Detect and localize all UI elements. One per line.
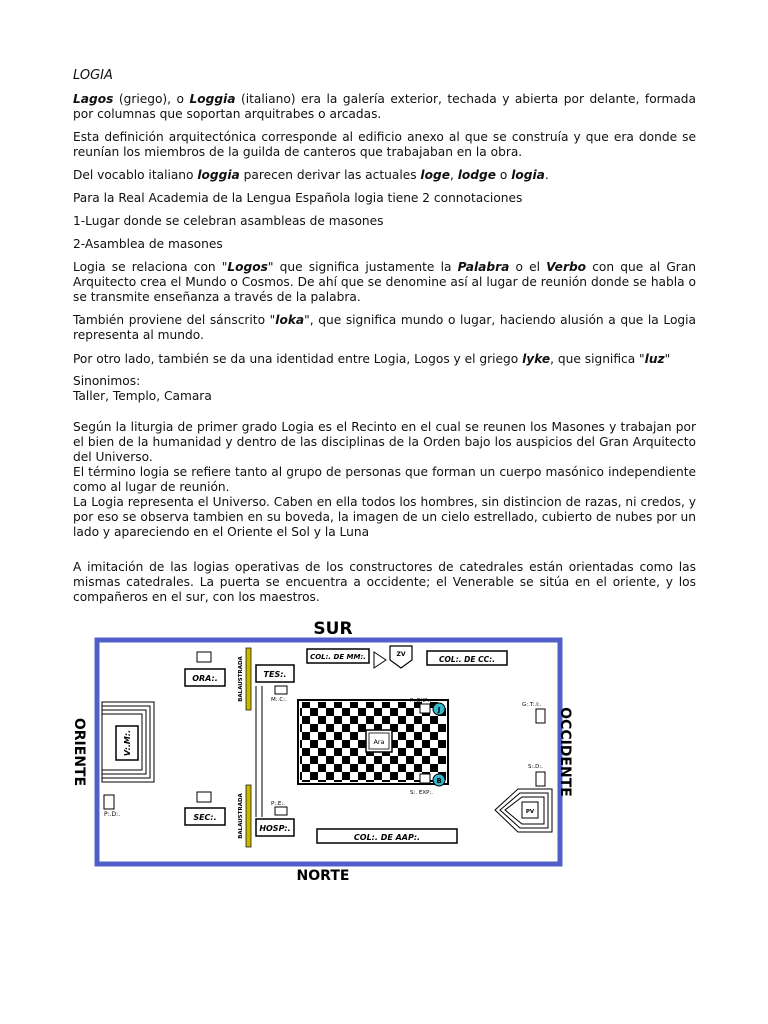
label-pd: P:.D:.: [104, 811, 121, 818]
paragraph-vocablo: Del vocablo italiano loggia parecen derivar las actuales loge, lodge o logia.: [73, 168, 549, 182]
page-title: LOGIA: [73, 68, 113, 83]
label-zv: ZV: [396, 651, 406, 658]
label-sur: SUR: [313, 619, 353, 639]
label-occidente: OCCIDENTE: [557, 707, 573, 797]
label-pexp: P:.EXP:.: [410, 698, 432, 704]
label-sexp: S:. EXP:.: [410, 790, 434, 796]
paragraph-definicion: Esta definición arquitectónica corresponde al edificio anexo al que se construía y que era donde se reunían los miembros de la guilda de canteros que trabajaban en la obra.: [73, 130, 696, 159]
paragraph-loka: También proviene del sánscrito "loka", que significa mundo o lugar, haciendo alusión a que la Logia representa al mundo.: [73, 313, 697, 342]
paragraph-sinonimos: Sinonimos: Taller, Templo, Camara: [73, 374, 212, 403]
label-gti: G:.T:.I:.: [522, 702, 542, 708]
balustrade-sur: [246, 648, 251, 710]
balustrade-norte: [246, 785, 251, 847]
label-col-cc: COL:. DE CC:.: [439, 655, 495, 664]
paragraph-lyke: Por otro lado, también se da una identidad entre Logia, Logos y el griego lyke, que significa "luz": [73, 352, 671, 366]
label-tes: TES:.: [263, 670, 287, 679]
lodge-floor-plan: [70, 612, 585, 884]
label-ara: Ara: [373, 738, 385, 746]
paragraph-liturgia: Según la liturgia de primer grado Logia es el Recinto en el cual se reunen los Masones y trabajan por el bien de la humanidad y dentro de las disciplinas de la Orden bajo los auspicios del Gran Arquitecto del Universo. El término logia se refiere tanto al grupo de personas que forman un cuerpo masónico independiente como al lugar de reunión. La Logia representa el Universo. Caben en ella todos los hombres, sin distincion de razas, ni credos, y por eso se observa tambien en su boveda, la imagen de un cielo estrellado, cubierto de nubes por un lado y apareciendo en el Oriente el Sol y la Luna: [73, 420, 696, 539]
seat-sexp: [420, 774, 430, 783]
label-pe: P:.E:.: [271, 801, 285, 807]
label-balustrada-sur: BALAUSTRADA: [238, 656, 244, 702]
label-vm: V:.M:.: [123, 729, 132, 757]
label-sec: SEC:.: [193, 813, 217, 822]
label-hosp: HOSP:.: [259, 824, 291, 833]
label-col-mm: COL:. DE MM:.: [310, 653, 366, 661]
label-norte: NORTE: [296, 868, 350, 884]
paragraph-lagos: Lagos (griego), o Loggia (italiano) era la galería exterior, techada y abierta por delante, formada por columnas que soportan arquitrabes o arcadas.: [73, 92, 696, 121]
label-pv: PV: [525, 809, 535, 815]
paragraph-def-1: 1-Lugar donde se celebran asambleas de masones: [73, 214, 384, 228]
label-balustrada-norte: BALAUSTRADA: [238, 793, 244, 839]
label-ora: ORA:.: [192, 674, 218, 683]
label-mc: M:.C:.: [271, 697, 287, 703]
label-oriente: ORIENTE: [71, 717, 87, 787]
label-j: J: [437, 706, 441, 714]
paragraph-logos: Logia se relaciona con "Logos" que significa justamente la Palabra o el Verbo con que al Gran Arquitecto crea el Mundo o Cosmos. De ahí que se denomine así al lugar de reunión donde se habla o se transmite enseñanza a través de la palabra.: [73, 260, 697, 304]
paragraph-imitacion: A imitación de las logias operativas de los constructores de catedrales están orientadas como las mismas catedrales. La puerta se encuentra a occidente; el Venerable se sitúa en el oriente, y los compañeros en el sur, con los maestros.: [73, 560, 696, 604]
paragraph-rae: Para la Real Academia de la Lengua Española logia tiene 2 connotaciones: [73, 191, 523, 205]
label-b: B: [436, 777, 442, 785]
label-col-aap: COL:. DE AAP:.: [353, 833, 421, 842]
label-sd: S:.D:.: [528, 764, 543, 770]
seat-pexp: [420, 704, 430, 713]
paragraph-def-2: 2-Asamblea de masones: [73, 237, 223, 251]
